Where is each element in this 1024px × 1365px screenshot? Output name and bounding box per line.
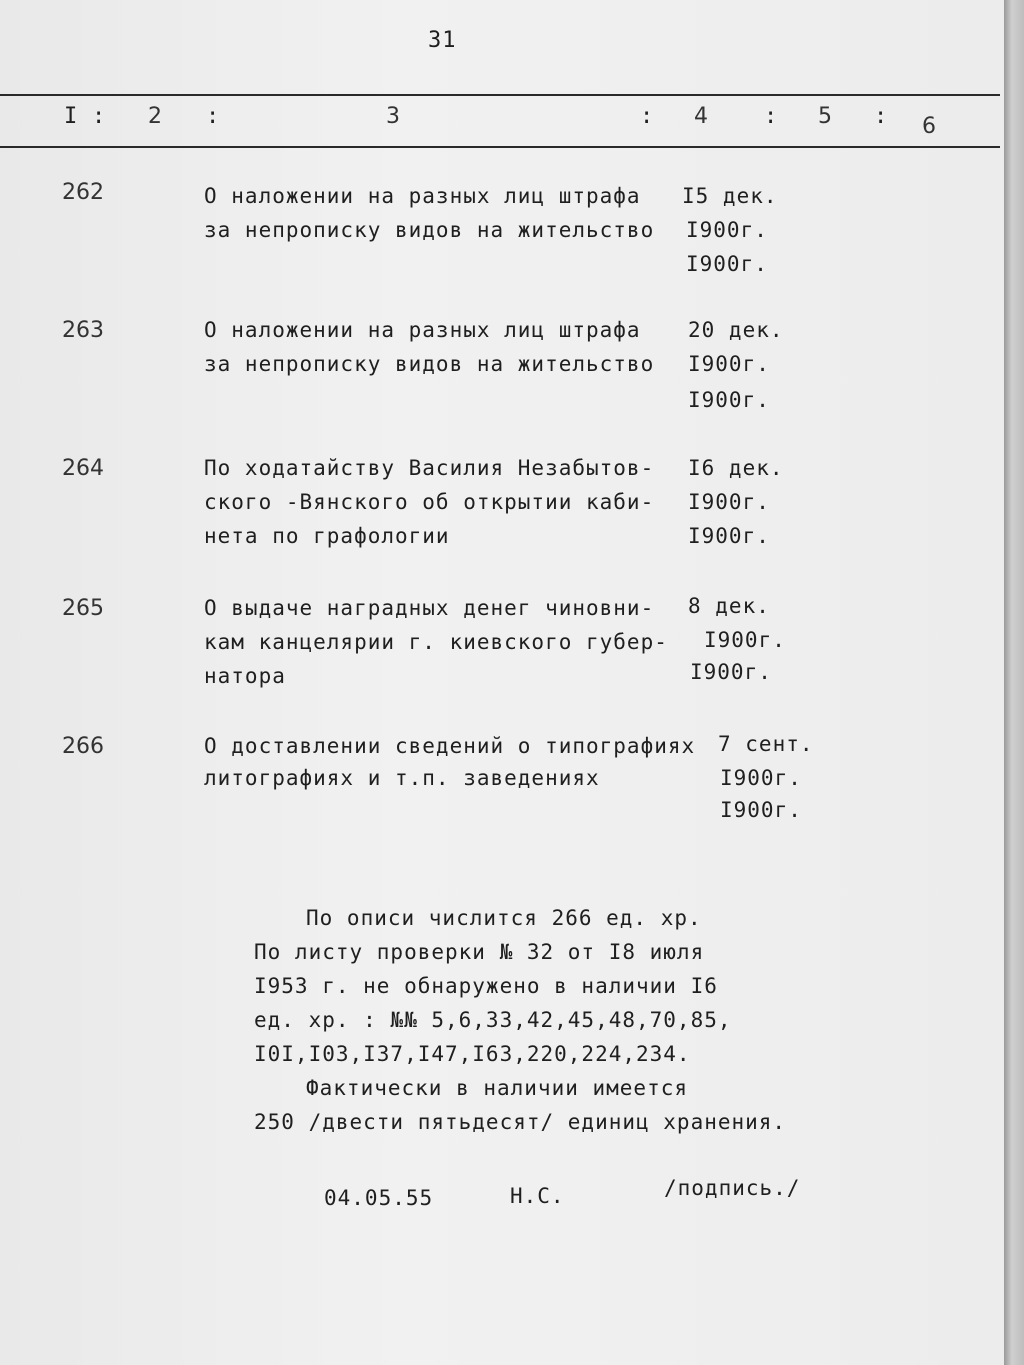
footer-signature-note: /подпись./: [664, 1176, 801, 1200]
entry-date-start: I6 дек.: [688, 456, 784, 480]
entry-text-line: О доставлении сведений о типографиях: [204, 734, 696, 758]
entry-date-start: 20 дек.: [688, 318, 784, 342]
entry-date-year: I900г.: [704, 628, 786, 652]
page-number: 31: [428, 28, 457, 53]
entry-date-year: I900г.: [688, 352, 770, 376]
entry-text-line: за непрописку видов на жительство: [204, 218, 655, 242]
entry-date-year: I900г.: [688, 524, 770, 548]
summary-line: I953 г. не обнаружено в наличии I6: [254, 974, 718, 998]
header-sep4: :: [764, 104, 778, 129]
entry-text-line: кам канцелярии г. киевского губер-: [204, 630, 668, 654]
entry-text-line: за непрописку видов на жительство: [204, 352, 655, 376]
summary-line: I0I,I03,I37,I47,I63,220,224,234.: [254, 1042, 691, 1066]
entry-date-start: I5 дек.: [682, 184, 778, 208]
entry-number: 265: [62, 596, 104, 621]
entry-date-start: 8 дек.: [688, 594, 770, 618]
entry-date-year: I900г.: [720, 798, 802, 822]
entry-text-line: натора: [204, 664, 286, 688]
entry-date-start: 7 сент.: [718, 732, 814, 756]
entry-number: 266: [62, 734, 104, 759]
entry-text-line: литографиях и т.п. заведениях: [204, 766, 600, 790]
entry-date-year: I900г.: [720, 766, 802, 790]
header-col5: 5: [818, 104, 832, 129]
entry-text-line: О наложении на разных лиц штрафа: [204, 318, 641, 342]
header-sep3: :: [640, 104, 654, 129]
header-col6: 6: [922, 114, 936, 139]
summary-line: 250 /двести пятьдесят/ единиц хранения.: [254, 1110, 787, 1134]
entry-text-line: ского -Вянского об открытии каби-: [204, 490, 655, 514]
header-top-rule: [0, 94, 1000, 96]
entry-date-year: I900г.: [690, 660, 772, 684]
summary-line: По описи числится 266 ед. хр.: [306, 906, 702, 930]
header-bottom-rule: [0, 146, 1000, 148]
summary-line: ед. хр. : №№ 5,6,33,42,45,48,70,85,: [254, 1008, 732, 1032]
footer-initials: Н.С.: [510, 1184, 565, 1208]
entry-number: 264: [62, 456, 104, 481]
header-col2: 2: [148, 104, 162, 129]
header-sep1: :: [92, 104, 106, 129]
header-sep2: :: [206, 104, 220, 129]
header-col1: I: [64, 104, 78, 129]
header-sep5: :: [874, 104, 888, 129]
header-col4: 4: [694, 104, 708, 129]
entry-text-line: По ходатайству Василия Незабытов-: [204, 456, 655, 480]
page-edge-shadow: [1004, 0, 1024, 1365]
entry-date-year: I900г.: [688, 388, 770, 412]
entry-number: 262: [62, 180, 104, 205]
footer-date: 04.05.55: [324, 1186, 434, 1210]
entry-number: 263: [62, 318, 104, 343]
header-col3: 3: [386, 104, 400, 129]
entry-date-year: I900г.: [686, 218, 768, 242]
entry-text-line: нета по графологии: [204, 524, 450, 548]
entry-text-line: О выдаче наградных денег чиновни-: [204, 596, 655, 620]
summary-line: По листу проверки № 32 от I8 июля: [254, 940, 705, 964]
entry-date-year: I900г.: [686, 252, 768, 276]
summary-line: Фактически в наличии имеется: [306, 1076, 689, 1100]
entry-text-line: О наложении на разных лиц штрафа: [204, 184, 641, 208]
entry-date-year: I900г.: [688, 490, 770, 514]
